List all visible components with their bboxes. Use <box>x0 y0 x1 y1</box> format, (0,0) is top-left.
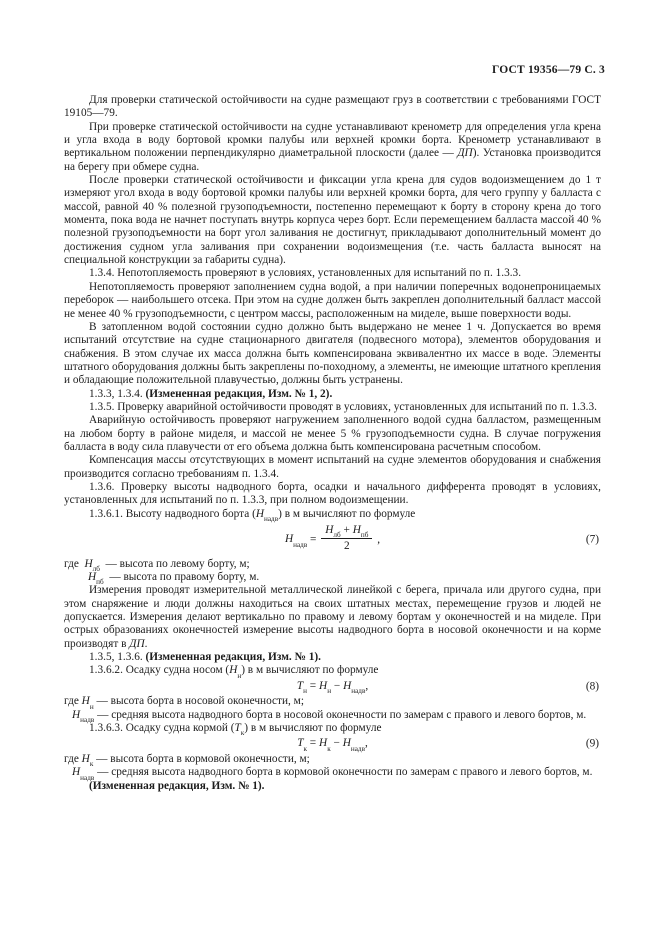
math-variable: $Н_{лб}$ <box>84 557 100 573</box>
fraction <box>321 524 372 554</box>
math-variable: $Н_{надв}$ <box>72 766 95 782</box>
math-variable: $Т_к$ <box>297 737 307 753</box>
math-variable: $Н_{пб}$ <box>352 524 369 540</box>
definition-line: где $Н_{лб}$ — высота по левому борту, м; <box>64 557 250 573</box>
math-variable: $Н_{надв}$ <box>255 507 279 523</box>
paragraph: Для проверки статической остойчивости на судне размещают груз в соответствии с требованиями ГОСТ 19105—79. <box>64 94 601 120</box>
definition-line: $Н_{пб}$ — высота по правому борту, м. <box>88 571 260 587</box>
definition-line: где $Н_н$ — высота борта в носовой оконечности, м; <box>64 695 304 711</box>
paragraph: 1.3.5. Проверку аварийной остойчивости проводят в условиях, установленных для испытаний по п. 1.3.3. <box>89 400 597 413</box>
bold-text: (Измененная редакция, Изм. № 1). <box>89 779 265 792</box>
definition-line: $Н_{надв}$ — средняя высота надводного борта в кормовой оконечности по замерам с правого и левого бортов, м. <box>72 766 593 782</box>
paragraph: После проверки статической остойчивости и фиксации угла крена для судов водоизмещением до 1 т измеряют угол входа в воду бортовой кромки палубы или верхней кромки борта, для чего группу у балласта с массой, равной 40 % полезной грузоподъемности, постепенно перемещают к борту в сторону крена до того момента, пока вода не начнет поступать внутрь корпуса через борт. Если перемещением балласта массой 40 % полезной грузоподъемности на борт угол заливания не достигнут, прикладывают дополнительный момент до достижения судном угла заливания при сохранении водоизмещения (т.е. часть балласта выносят на специальной конструкции за габариты судна). <box>64 174 601 267</box>
formula-expression: $Т_н = Н_н - Н_{надв}$, <box>296 679 369 696</box>
math-variable: $Н_к$ <box>319 737 331 753</box>
bold-text: (Измененная редакция, Изм. № 1, 2). <box>145 387 333 400</box>
document-body <box>64 94 601 793</box>
paragraph: 1.3.3, 1.3.4. (Измененная редакция, Изм. № 1, 2). <box>89 387 333 400</box>
math-variable: $Н_{лб}$ <box>325 524 341 540</box>
fraction-denominator: 2 <box>343 540 350 553</box>
formula <box>64 737 601 751</box>
formula-number: (9) <box>585 737 599 750</box>
definition-line: $Н_{надв}$ — средняя высота надводного борта в носовой оконечности по замерам с правого и левого бортов, м. <box>72 708 587 724</box>
paragraph <box>64 780 601 793</box>
paragraph: В затопленном водой состоянии судно должно быть выдержано не менее 1 ч. Допускается во время испытаний отсутствие на судне стационарного двигателя (подвесного мотора), элементов оборудования и снабжения. В этом случае их масса должна быть компенсирована эквивалентно их массе в воде. Элементы штатного оборудования должны быть закреплены по-походному, а элементы, не имеющие штатного крепления и обладающие положительной плавучестью, должны быть устранены. <box>64 320 601 387</box>
paragraph: Измерения проводят измерительной металлической линейкой с берега, причала или другого судна, при этом снаряжение и люди должны находиться на своих штатных местах, перемещение грузов и людей не допускается. Измерения делают вертикально по правому и левому бортам у оконечностей и на миделе. При острых образованиях оконечностей измерение высоты надводного борта в носовой оконечности и на корме производят в ДП. <box>64 584 601 650</box>
formula-expression: $Т_к = Н_к - Н_{надв}$, <box>297 737 368 753</box>
math-variable: $Т_н$ <box>296 679 307 696</box>
paragraph: 1.3.5, 1.3.6. (Измененная редакция, Изм. № 1). <box>89 651 321 664</box>
math-variable: $Н_{надв}$ <box>284 533 308 549</box>
math-variable: $Н_к$ <box>81 753 94 769</box>
paragraph: Непотопляемость проверяют заполнением судна водой, а при наличии поперечных водонепроницаемых переборок — наибольшего отсека. При этом на судне должен быть закреплен дополнительный балласт массой не менее 40 % грузоподъемности, с центром массы, расположенным на миделе, выше поверхности воды. <box>64 280 601 320</box>
formula <box>64 680 601 694</box>
formula-expression: $Н_{надв}$ = $\frac{Н_{лб} + Н_{пб}}{2}$ , <box>284 524 381 553</box>
bold-text: (Измененная редакция, Изм. № 1). <box>145 651 321 664</box>
formula-number: (7) <box>585 533 599 546</box>
math-variable: $Н_н$ <box>229 664 242 680</box>
paragraph: Компенсация массы отсутствующих в момент испытаний на судне элементов оборудования и снабжения производится согласно требованиям п. 1.3.4. <box>64 454 601 480</box>
paragraph: При проверке статической остойчивости на судне устанавливают кренометр для определения угла крена и угла входа в воду бортовой кромки палубы или верхней кромки борта. Кренометр устанавливают в вертикальном положении перпендикулярно диаметральной плоскости (далее — ДП). Установка производится на берегу при обмере судна. <box>64 120 602 173</box>
document-number: ГОСТ 19356—79 С. 3 <box>492 64 605 76</box>
paragraph: 1.3.6.1. Высоту надводного борта $(Н_{надв})$ в м вычисляют по формуле <box>89 507 416 523</box>
math-variable: $Н_н$ <box>81 695 94 711</box>
paragraph: 1.3.6.3. Осадку судна кормой $(Т_к)$ в м вычисляют по формуле <box>89 722 382 738</box>
fraction-numerator: $Н_{лб} + Н_{пб}$ <box>321 524 372 539</box>
formula <box>64 525 601 555</box>
math-variable: $Т_к$ <box>234 722 245 738</box>
page-header <box>492 64 605 76</box>
paragraph: 1.3.6. Проверку высоты надводного борта, осадки и начального дифферента проводят в условиях, установленных для испытаний по п. 1.3.3, при полном водоизмещении. <box>64 480 601 507</box>
math-variable: $Н_{надв}$ <box>343 679 366 696</box>
formula-number: (8) <box>585 679 599 692</box>
italic-text: ДП <box>457 147 473 160</box>
math-variable: $Н_{пб}$ <box>88 571 104 587</box>
math-variable: $Н_н$ <box>319 679 332 696</box>
paragraph: Аварийную остойчивость проверяют нагружением заполненного водой судна балластом, размещенным на любом борту в районе миделя, и массой не менее 5 % грузоподъемности судна. В случае погружения балласта в воду сила плавучести от его объема должна быть компенсирована расчетным способом. <box>64 414 601 453</box>
math-variable: $Н_{надв}$ <box>342 737 365 753</box>
italic-text: ДП <box>129 637 145 650</box>
math-variable: $Н_{надв}$ <box>72 708 95 724</box>
paragraph: 1.3.4. Непотопляемость проверяют в условиях, установленных для испытаний по п. 1.3.3. <box>89 267 522 280</box>
paragraph: 1.3.6.2. Осадку судна носом $(Н_н)$ в м вычисляют по формуле <box>89 664 379 680</box>
definition-line: где $Н_к$ — высота борта в кормовой оконечности, м; <box>64 753 310 769</box>
